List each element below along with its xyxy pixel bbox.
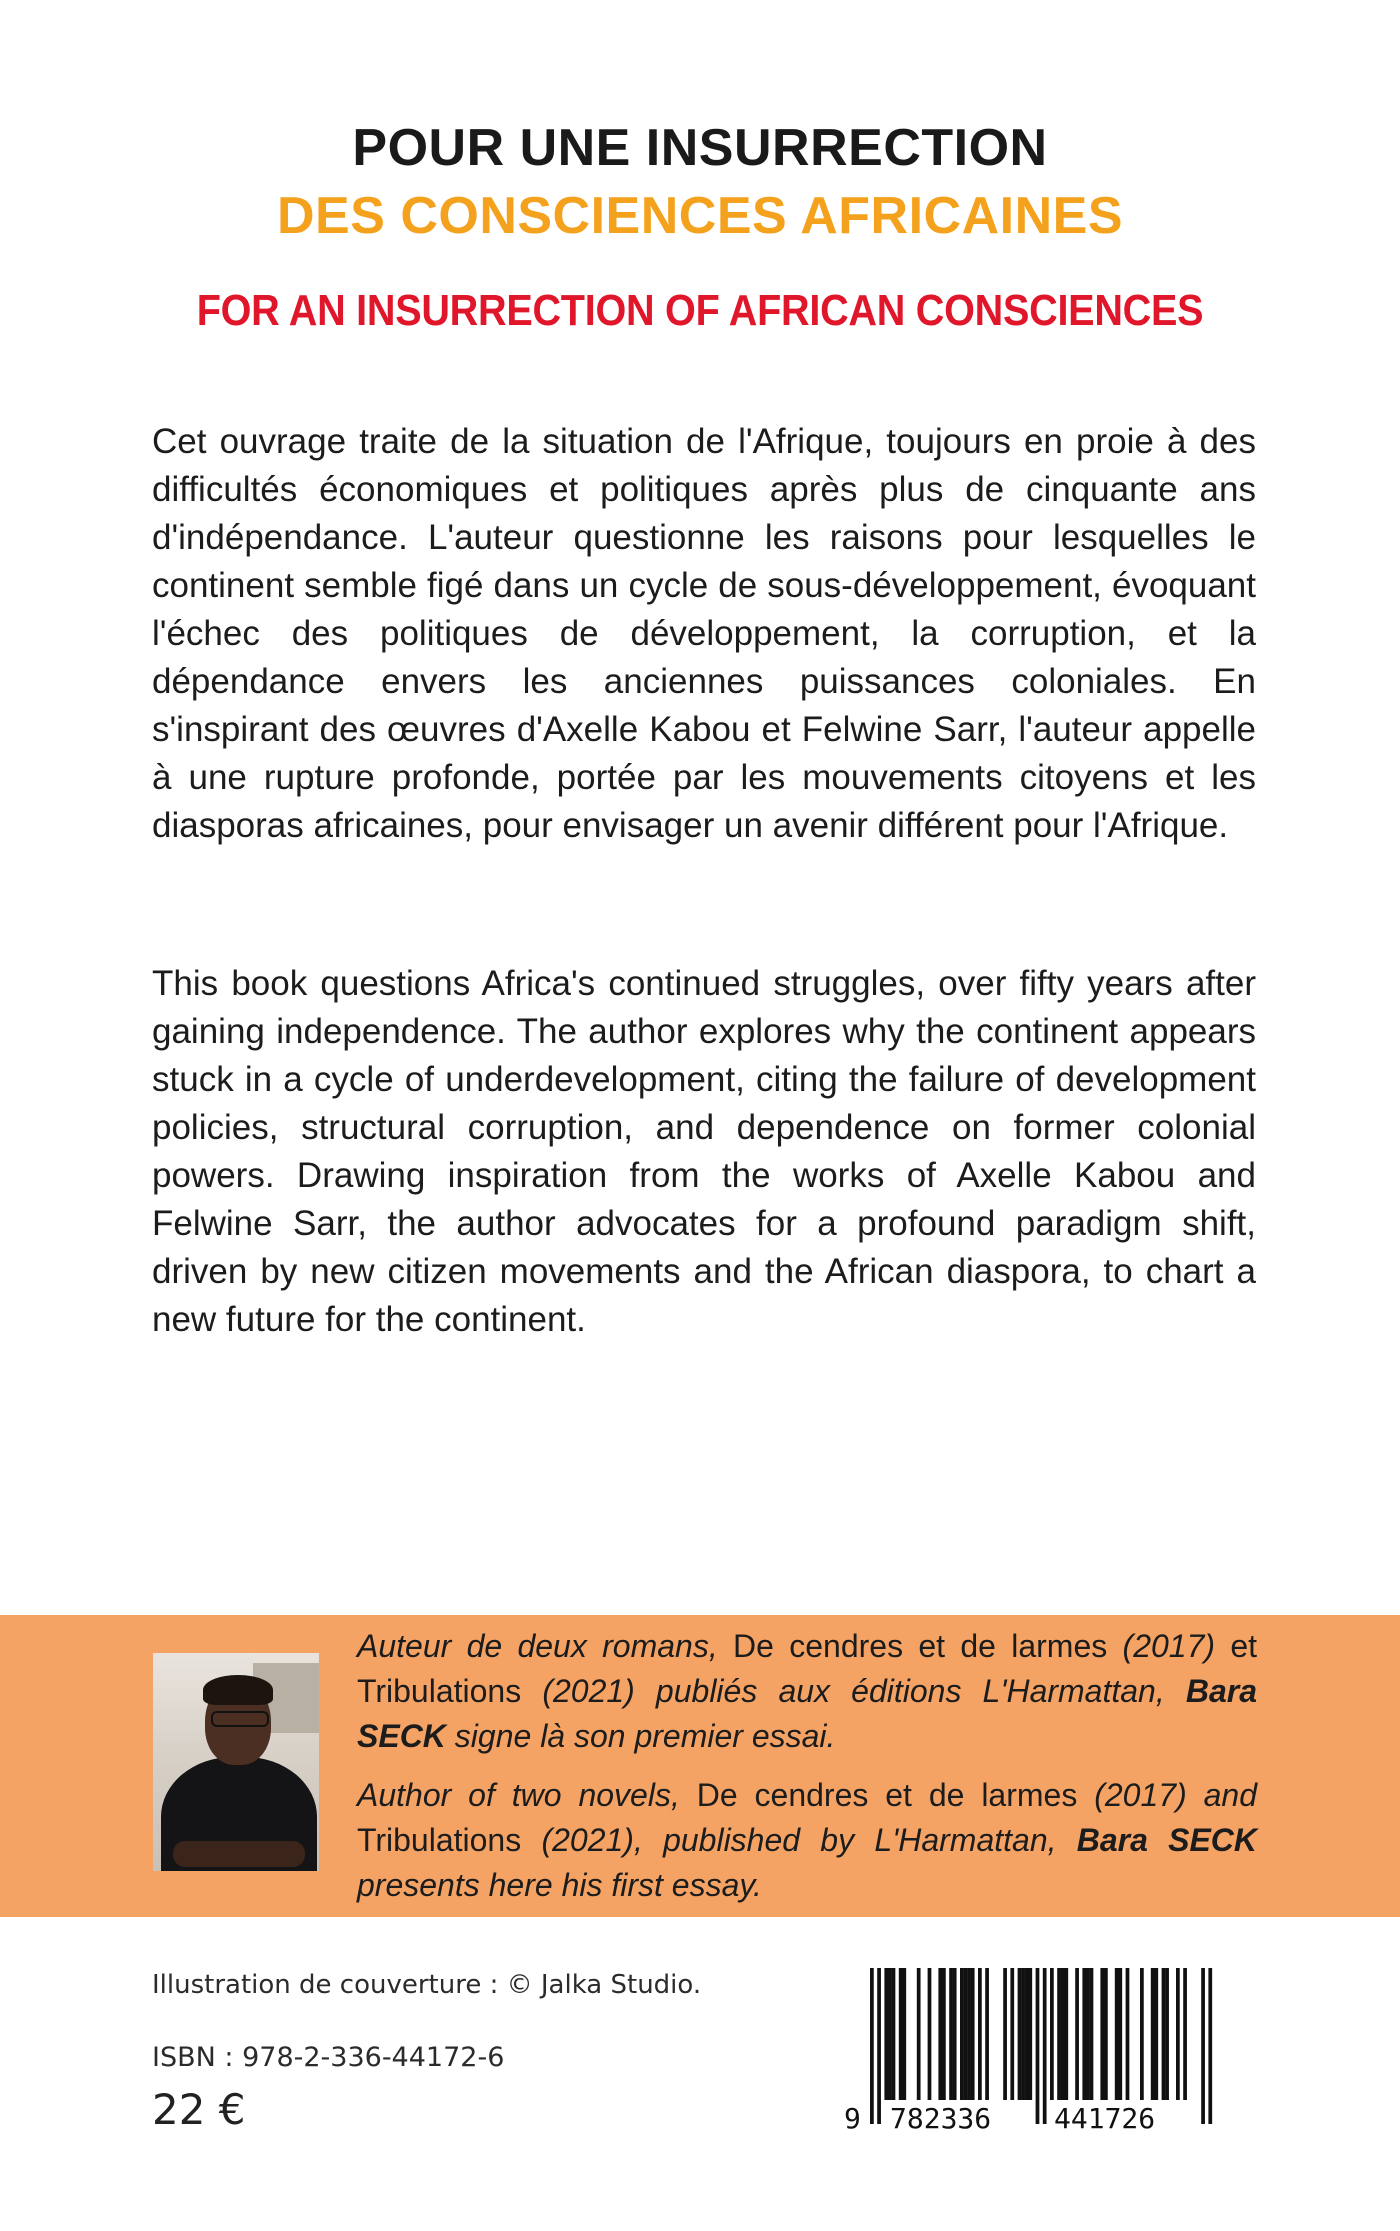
barcode-bar (1036, 1968, 1040, 2124)
barcode-bar (985, 1968, 989, 2100)
barcode-bar (917, 1968, 921, 2100)
author-bio-english (357, 1773, 1257, 1908)
barcode-bar (1126, 1968, 1130, 2100)
barcode-bar (1010, 1968, 1014, 2100)
bio-fr-novel-1: De cendres et de larmes (733, 1628, 1108, 1664)
bio-fr-outro: signe là son premier essai. (454, 1718, 836, 1754)
barcode-bar (1176, 1968, 1180, 2100)
barcode-bar (1140, 1968, 1144, 2100)
title-line-1: POUR UNE INSURRECTION (352, 119, 1048, 177)
price: 22 € (152, 2085, 246, 2134)
barcode-bar (1021, 1968, 1025, 2100)
barcode (842, 1962, 1228, 2134)
barcode-bar (1028, 1968, 1032, 2100)
barcode-bar (1151, 1968, 1155, 2100)
barcode-bar (1050, 1968, 1054, 2100)
barcode-left-digits: 782336 (890, 2102, 992, 2134)
barcode-bar (1201, 1968, 1205, 2124)
barcode-bar (1082, 1968, 1086, 2100)
barcode-bar (1208, 1968, 1212, 2124)
summary-english: This book questions Africa's continued struggles, over fifty years after gaining independence. The author explores why the continent appears stuck in a cycle of underdevelopment, citing the failure of development policies, structural corruption, and dependence on former colonial powers. Drawing inspiration from the works of Axelle Kabou and Felwine Sarr, the author advocates for a profound paradigm shift, driven by new citizen movements and the African diaspora, to chart a new future for the continent. (152, 964, 1256, 1339)
barcode-bar (1118, 1968, 1122, 2100)
barcode-bar (1183, 1968, 1187, 2100)
barcode-bar (1154, 1968, 1158, 2100)
barcode-bar (971, 1968, 975, 2100)
barcode-bar (1090, 1968, 1094, 2100)
summary-french: Cet ouvrage traite de la situation de l'Afrique, toujours en proie à des difficultés économiques et politiques après plus de cinquante ans d'indépendance. L'auteur questionne les raisons pour lesquelles le continent semble figé dans un cycle de sous-développement, évoquant l'échec des politiques de développement, la corruption, et la dépendance envers les anciennes puissances coloniales. En s'inspirant des œuvres d'Axelle Kabou et Felwine Sarr, l'auteur appelle à une rupture profonde, portée par les mouvements citoyens et les diasporas africaines, pour envisager un avenir différent pour l'Afrique. (152, 422, 1256, 845)
barcode-bar (892, 1968, 896, 2100)
bio-en-author-name: Bara SECK (1076, 1822, 1258, 1858)
bio-en-year-2-publisher: (2021), published by L'Harmattan, (541, 1822, 1057, 1858)
bio-fr-year-1: (2017) (1122, 1628, 1216, 1664)
barcode-bar (877, 1968, 881, 2124)
barcode-bar (960, 1968, 964, 2100)
barcode-bar (1086, 1968, 1090, 2100)
barcode-bar (1064, 1968, 1068, 2100)
barcode-bar (964, 1968, 968, 2100)
barcode-bar (949, 1968, 953, 2100)
barcode-bar (899, 1968, 903, 2100)
barcode-bar (888, 1968, 892, 2100)
barcode-bar (1165, 1968, 1169, 2100)
bio-en-year-1: (2017) (1094, 1777, 1187, 1813)
barcode-bar (978, 1968, 982, 2100)
bio-en-intro: Author of two novels, (357, 1777, 680, 1813)
barcode-graphic (842, 1962, 1228, 2134)
english-title: FOR AN INSURRECTION OF AFRICAN CONSCIENCES (196, 286, 1204, 335)
bio-fr-year-2-publisher: (2021) publiés aux éditions L'Harmattan, (542, 1673, 1165, 1709)
barcode-bar (1061, 1968, 1065, 2100)
bio-fr-intro: Auteur de deux romans, (357, 1628, 718, 1664)
barcode-bar (1025, 1968, 1029, 2100)
barcode-bar (1162, 1968, 1166, 2100)
author-bio-french (357, 1624, 1257, 1759)
barcode-bar (884, 1968, 888, 2100)
barcode-bar (1104, 1968, 1108, 2100)
barcode-bar (967, 1968, 971, 2100)
barcode-bar (1115, 1968, 1119, 2100)
barcode-bar (1075, 1968, 1079, 2100)
barcode-bar (902, 1968, 906, 2100)
bio-fr-author-name: Bara SECK (357, 1673, 1258, 1754)
barcode-bar (1003, 1968, 1007, 2100)
barcode-right-digits: 441726 (1054, 2102, 1156, 2134)
barcode-bar (953, 1968, 957, 2100)
barcode-first-digit: 9 (844, 2102, 861, 2134)
bio-fr-and: et (1230, 1628, 1258, 1664)
isbn: ISBN : 978-2-336-44172-6 (152, 2042, 505, 2073)
bio-en-novel-2: Tribulations (357, 1822, 522, 1858)
illustration-credit: Illustration de couverture : © Jalka Studio. (152, 1970, 702, 2000)
bio-en-outro: presents here his first essay. (357, 1867, 762, 1903)
barcode-bar (1100, 1968, 1104, 2100)
author-photo (153, 1653, 319, 1871)
barcode-bar (942, 1968, 946, 2100)
barcode-bar (928, 1968, 932, 2100)
barcode-bar (1057, 1968, 1061, 2100)
bio-fr-novel-2: Tribulations (357, 1673, 522, 1709)
barcode-bar (938, 1968, 942, 2100)
bio-en-novel-1: De cendres et de larmes (696, 1777, 1078, 1813)
bio-en-and: and (1203, 1777, 1257, 1813)
barcode-bar (1043, 1968, 1047, 2124)
barcode-bar (1018, 1968, 1022, 2100)
barcode-bar (870, 1968, 874, 2124)
title-line-2: DES CONSCIENCES AFRICAINES (276, 187, 1124, 245)
